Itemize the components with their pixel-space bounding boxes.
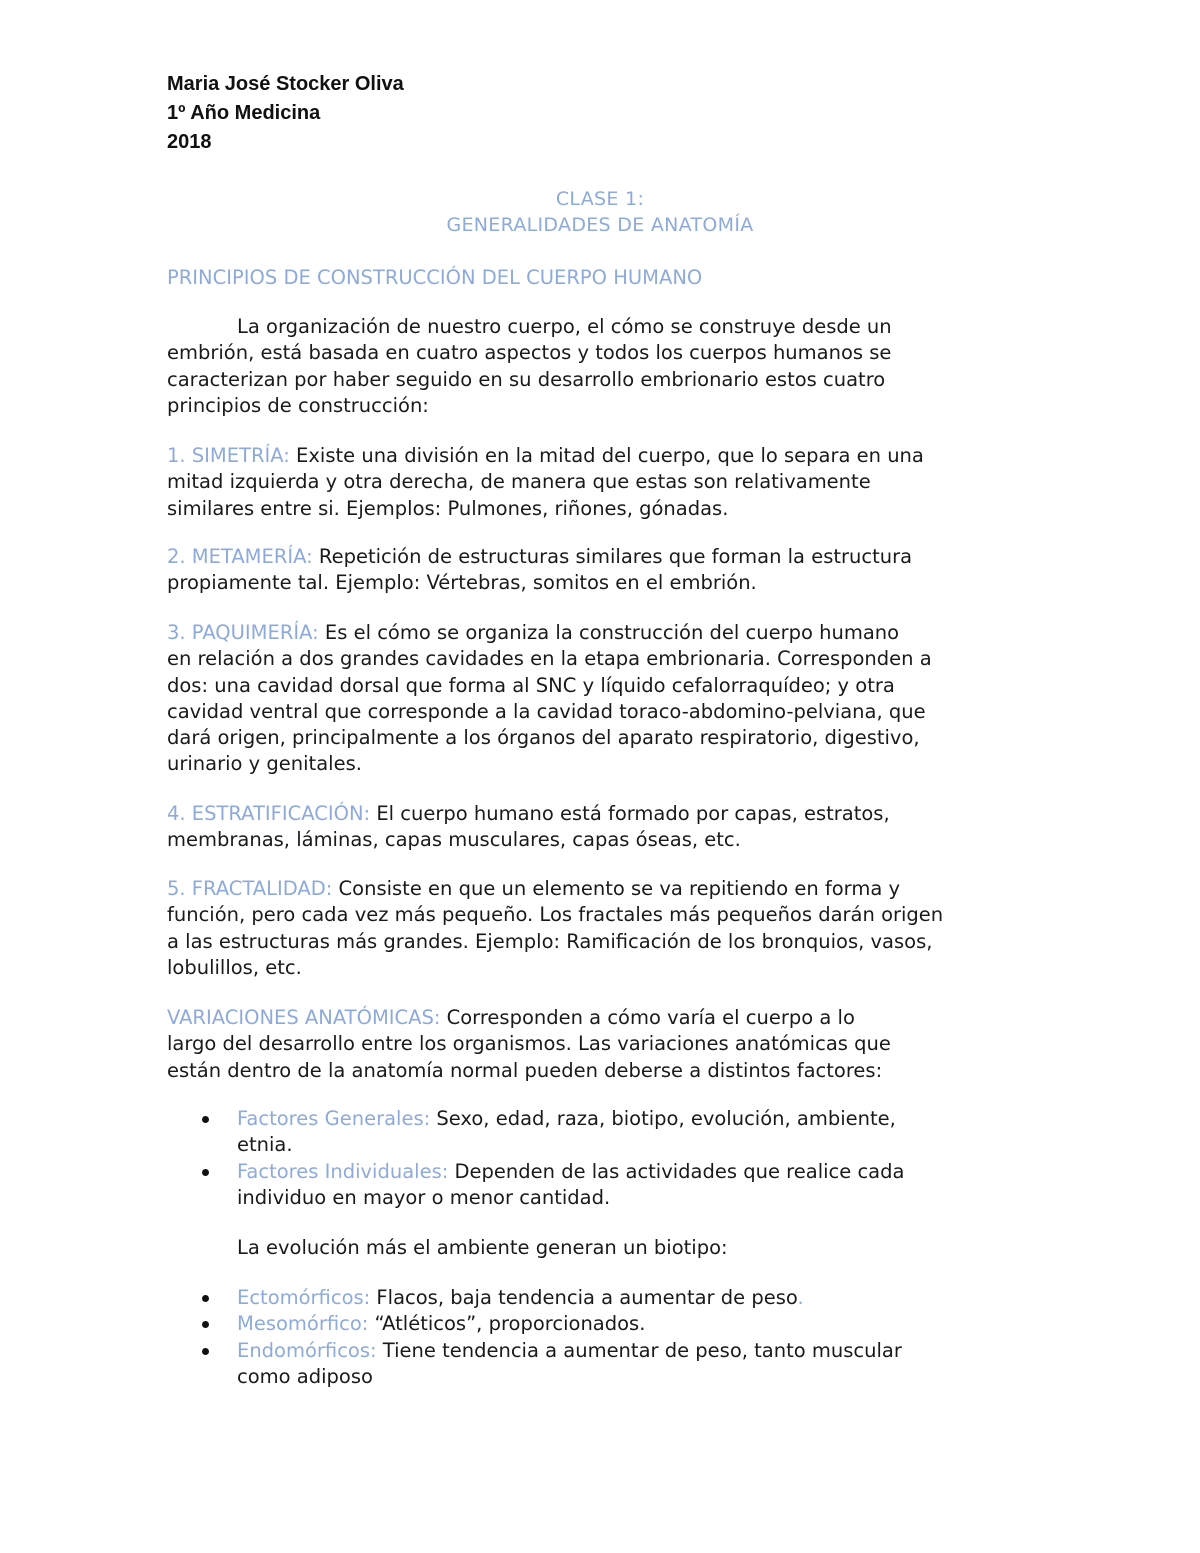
bullet-icon xyxy=(202,1348,209,1355)
principle-text: propiamente tal. Ejemplo: Vértebras, somitos en el embrión. xyxy=(167,571,757,595)
principle-text: urinario y genitales. xyxy=(167,752,362,776)
principle-text: Consiste en que un elemento se va repitiendo en forma y xyxy=(332,877,901,900)
factor-text: individuo en mayor o menor cantidad. xyxy=(237,1185,611,1209)
list-item xyxy=(167,1106,1047,1159)
list-item xyxy=(167,1311,1047,1337)
variations-text: están dentro de la anatomía normal pueden deberse a distintos factores: xyxy=(167,1058,883,1082)
author-block xyxy=(167,70,404,157)
principle-text: similares entre si. Ejemplos: Pulmones, riñones, gónadas. xyxy=(167,496,729,520)
principle-text: cavidad ventral que corresponde a la cavidad toraco-abdomino-pelviana, que xyxy=(167,699,926,723)
biotype-term: Ectomórficos: xyxy=(237,1286,371,1309)
factor-term: Factores Generales: xyxy=(237,1107,431,1130)
year-label: 2018 xyxy=(167,131,212,153)
factor-text: Dependen de las actividades que realice cada xyxy=(448,1159,905,1183)
principle-term: 1. SIMETRÍA: xyxy=(167,444,290,467)
intro-line: principios de construcción: xyxy=(167,393,429,417)
list-item xyxy=(167,1285,1047,1311)
principle-text: función, pero cada vez más pequeño. Los fractales más pequeños darán origen xyxy=(167,903,944,927)
biotype-text: Tiene tendencia a aumentar de peso, tanto muscular xyxy=(376,1338,902,1362)
intro-line: embrión, está basada en cuatro aspectos y todos los cuerpos humanos se xyxy=(167,341,892,365)
principle-text: Repetición de estructuras similares que forman la estructura xyxy=(312,545,913,568)
variations-paragraph xyxy=(167,1005,1047,1084)
principle-text: a las estructuras más grandes. Ejemplo: Ramificación de los bronquios, vasos, xyxy=(167,929,933,953)
principle-term: 4. ESTRATIFICACIÓN: xyxy=(167,802,371,825)
principle-text: Existe una división en la mitad del cuerpo, que lo separa en una xyxy=(289,444,924,467)
factor-text: etnia. xyxy=(237,1133,293,1157)
principle-fractalidad xyxy=(167,876,1047,981)
principle-text: membranas, láminas, capas musculares, capas óseas, etc. xyxy=(167,828,741,852)
biotypes-list xyxy=(167,1285,1047,1390)
principle-text: dos: una cavidad dorsal que forma al SNC y líquido cefalorraquídeo; y otra xyxy=(167,673,895,697)
principle-estratificacion xyxy=(167,801,1047,854)
principle-term: 3. PAQUIMERÍA: xyxy=(167,621,319,644)
principle-metameria xyxy=(167,544,1047,597)
variations-term: VARIACIONES ANATÓMICAS: xyxy=(167,1006,441,1029)
principle-paquimeria xyxy=(167,620,1047,778)
section-title: PRINCIPIOS DE CONSTRUCCIÓN DEL CUERPO HUMANO xyxy=(167,266,703,289)
biotype-intro-text: La evolución más el ambiente generan un biotipo: xyxy=(237,1236,728,1259)
principle-simetria xyxy=(167,443,1047,522)
principle-term: 2. METAMERÍA: xyxy=(167,545,313,568)
list-item xyxy=(167,1159,1047,1212)
biotype-term: Mesomórfico: xyxy=(237,1312,369,1336)
variations-text: largo del desarrollo entre los organismos. Las variaciones anatómicas que xyxy=(167,1032,891,1056)
principle-text: dará origen, principalmente a los órganos del aparato respiratorio, digestivo, xyxy=(167,726,920,750)
course-label: 1º Año Medicina xyxy=(167,102,321,124)
bullet-icon xyxy=(202,1169,209,1176)
bullet-icon xyxy=(202,1116,209,1123)
intro-line: La organización de nuestro cuerpo, el cómo se construye desde un xyxy=(237,315,892,338)
intro-line: caracterizan por haber seguido en su desarrollo embrionario estos cuatro xyxy=(167,367,886,391)
class-heading xyxy=(167,186,1033,238)
principle-text: El cuerpo humano está formado por capas, estratos, xyxy=(370,802,890,825)
biotype-term: Endomórficos: xyxy=(237,1338,377,1362)
principle-term: 5. FRACTALIDAD: xyxy=(167,877,333,900)
principle-text: mitad izquierda y otra derecha, de manera que estas son relativamente xyxy=(167,470,871,494)
biotype-intro xyxy=(167,1235,1047,1261)
biotype-text: como adiposo xyxy=(237,1364,373,1388)
bullet-icon xyxy=(202,1295,209,1302)
biotype-text: Flacos, baja tendencia a aumentar de peso xyxy=(370,1286,798,1309)
principle-text: Es el cómo se organiza la construcción del cuerpo humano xyxy=(318,621,900,644)
factor-text: Sexo, edad, raza, biotipo, evolución, ambiente, xyxy=(430,1107,896,1130)
intro-paragraph xyxy=(167,314,1047,419)
biotype-trail: . xyxy=(797,1286,804,1309)
class-topic: GENERALIDADES DE ANATOMÍA xyxy=(446,214,754,236)
author-name: Maria José Stocker Oliva xyxy=(167,73,404,95)
principle-text: lobulillos, etc. xyxy=(167,955,302,979)
factors-list xyxy=(167,1106,1047,1211)
biotype-text: “Atléticos”, proporcionados. xyxy=(368,1312,646,1336)
list-item xyxy=(167,1338,1047,1391)
variations-text: Corresponden a cómo varía el cuerpo a lo xyxy=(440,1006,855,1029)
class-label: CLASE 1: xyxy=(555,188,645,210)
factor-term: Factores Individuales: xyxy=(237,1159,449,1183)
principle-text: en relación a dos grandes cavidades en la etapa embrionaria. Corresponden a xyxy=(167,647,932,671)
bullet-icon xyxy=(202,1321,209,1328)
